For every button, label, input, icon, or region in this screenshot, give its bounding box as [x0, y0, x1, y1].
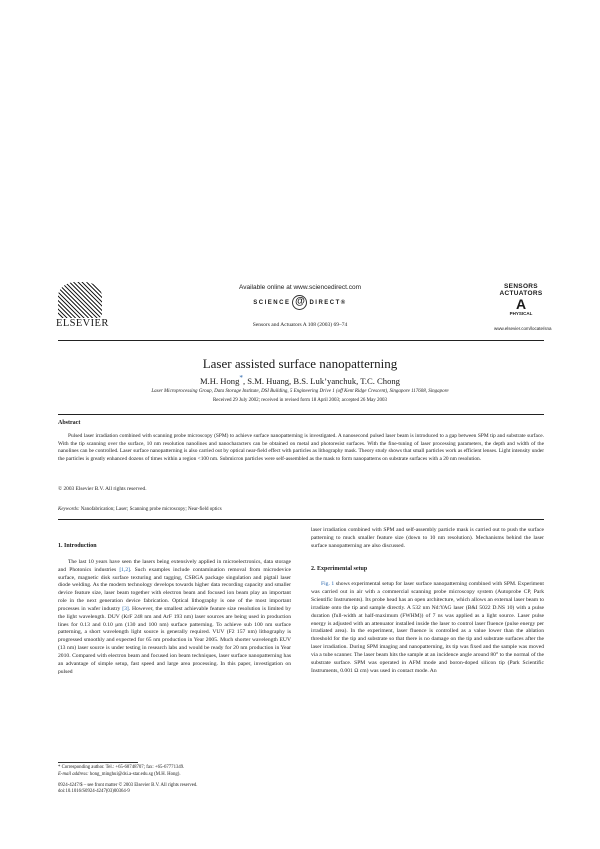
affiliation: Laser Microprocessing Group, Data Storage Institute, DSI Building, 5 Engineering Drive 1 (off Kent Ridge Crescent), Singapore 117608, Singapore	[151, 389, 449, 394]
abstract-body: Pulsed laser irradiation combined with scanning probe microscopy (SPM) to achieve surface nanopatterning is investigated. A nanosecond pulsed laser beam is introduced to a gap between SPM tip and substrate surface. With the tip scanning over the surface, 10 nm resolution nanolines and nanocharacters can be obtained on metal and photoresist surfaces. With the fine-tuning of laser processing parameters, the depth and width of the nanolines can be controlled. Laser surface nanopatterning is also carried out by optical near-field effect with particles as lithography mask. Theory study shows that small particles work as efficient lenses. Light intensity under the particles is greatly enhanced dozens of times within a region <100 nm. Submicron particles were self-assembled as the mask to form nanopatterns on substrate surfaces with a 20 nm resolution.	[58, 433, 544, 462]
sciencedirect-right: DIRECT®	[309, 300, 347, 307]
article-title: Laser assisted surface nanopatterning	[202, 356, 398, 371]
sensors-actuators-logo	[496, 283, 546, 317]
footnote	[58, 765, 298, 778]
available-online-text[interactable]: Available online at www.sciencedirect.com	[239, 284, 361, 291]
email-label: E-mail address:	[58, 771, 89, 777]
front-matter-line: 0924-4247/$ – see front matter © 2003 Elsevier B.V. All rights reserved.	[58, 783, 198, 788]
abstract-bottom-divider	[58, 519, 544, 520]
sensors-logo-line3: PHYSICAL	[509, 311, 533, 316]
publisher-name: ELSEVIER	[56, 318, 109, 329]
journal-url[interactable]: www.elsevier.com/locate/sna	[494, 326, 552, 331]
citation-link[interactable]: [3]	[122, 605, 129, 612]
intro-text-1: The last 10 years have seen the lasers being extensively applied in microelectronics, data storage and Photonics industries	[58, 558, 291, 573]
introduction-paragraph	[58, 559, 291, 677]
left-column	[58, 543, 291, 677]
intro-text-3: . However, the smallest achievable feature size resolution is limited by the light wavelength. DUV (KrF 248 nm and ArF 193 nm) laser sources are being used in production lines for 0.13 and 0.10 μm (130 and 100 nm) surface patterning. To achieve sub 100 nm surface patterning, a short wavelength light source is generally required. VUV (F2 157 nm) lithography is progressed smoothly and expected for 65 nm production in Year 2005. Much shorter wavelength EUV (13 nm) laser source is under testing in research labs and would be ready for 20 nm production in Year 2010. Compared with electron beam and focused ion beam techniques, laser surface nanopatterning has an advantage of simple setup, fast speed and large area processing. In this paper, investigation on pulsed	[58, 605, 292, 675]
introduction-continuation: laser irradiation combined with SPM and self-assembly particle mask is carried out to push the surface patterning to much smaller feature size (down to 10 nm resolution). Mechanisms behind the laser surface nanopatterning are also discussed.	[311, 527, 544, 549]
abstract-heading: Abstract	[58, 420, 81, 426]
at-icon: @	[292, 295, 307, 310]
first-author: M.H. Hong	[200, 375, 240, 386]
sensors-logo-line1: SENSORS	[504, 283, 538, 290]
abstract-copyright: © 2003 Elsevier B.V. All rights reserved.	[58, 486, 147, 492]
journal-reference: Sensors and Actuators A 108 (2003) 69–74	[252, 322, 348, 328]
footnote-divider	[58, 762, 138, 763]
masthead-divider	[58, 340, 544, 341]
figure-link[interactable]: Fig. 1	[321, 581, 335, 588]
doi-line[interactable]: doi:10.1016/S0924-4247(03)00364-9	[58, 789, 130, 795]
keywords-line	[58, 507, 222, 512]
email-address[interactable]: hong_minghui@dsi.a-star.edu.sg (M.H. Hong).	[88, 771, 181, 777]
email-footnote	[58, 772, 298, 779]
experimental-setup-heading: 2. Experimental setup	[311, 565, 368, 572]
other-authors: , S.M. Huang, B.S. Luk’yanchuk, T.C. Chong	[242, 375, 400, 386]
introduction-heading: 1. Introduction	[58, 543, 97, 549]
sensors-logo-letter: A	[515, 296, 527, 312]
abstract-top-divider	[58, 414, 544, 415]
sensors-logo-line2: ACTUATORS	[499, 290, 543, 297]
setup-text: shows experimental setup for laser surface nanopatterning combined with SPM. Experiment was carried out in air with a commercial scanning probe microscopy system (Autoprobe CP, Park Scientific Instruments). Its probe head has an open architecture, which allows an external laser beam to irradiate onto the tip and sample directly. A 532 nm Nd:YAG laser (B&I 5022 D.NS 10) with a pulse duration (full-width at half-maximum (FWHM)) of 7 ns was applied as a light source. Laser pulse energy is adjusted with an attenuator installed inside the laser to control laser fluence (pulse energy per irradiated area). In the experiment, laser fluence is controlled as a value lower than the ablation threshold for the tip and substrate so that there is no damage on the tip and substrate surfaces after the laser irradiation. During SPM imaging and nanopatterning, its tip was fixed and the sample was moved via a tube scanner. The laser beam hits the sample at an incidence angle around 80° to the normal of the substrate surface. SPM was operated in AFM mode and boron-doped silicon tip (Park Scientific Instruments, 0.001 Ω cm) was used in contact mode. An	[311, 581, 544, 674]
citation-link[interactable]: [1,2]	[119, 566, 131, 573]
received-dates: Received 29 July 2002; received in revised form 18 April 2003; accepted 26 May 2003	[212, 398, 388, 403]
corresponding-author-footnote: * Corresponding author. Tel.: +65-68748707; fax: +65-67771349.	[58, 765, 185, 770]
setup-paragraph	[311, 581, 544, 675]
corresponding-author-mark[interactable]: *	[239, 374, 243, 382]
keywords-label: Keywords:	[58, 507, 80, 512]
author-list	[0, 374, 600, 386]
intro-text-2: . Such examples include contamination removal from microdevice surface, magnetic disk surface texturing and tagging, CSBGA package singulation and pigtail laser diode welding. As the modern technology develops towards higher data recording capacity and smaller device feature size, laser beam together with electron beam and focused ion beam play an important role in the next generation device fabrication. Optical lithography is one of the most important processes in wafer industry	[58, 566, 292, 612]
imprint	[58, 783, 298, 796]
keywords-value: Nanofabrication; Laser; Scanning probe microscopy; Near-field optics	[80, 507, 222, 512]
right-column	[311, 527, 544, 676]
sciencedirect-left: SCIENCE	[253, 300, 291, 307]
